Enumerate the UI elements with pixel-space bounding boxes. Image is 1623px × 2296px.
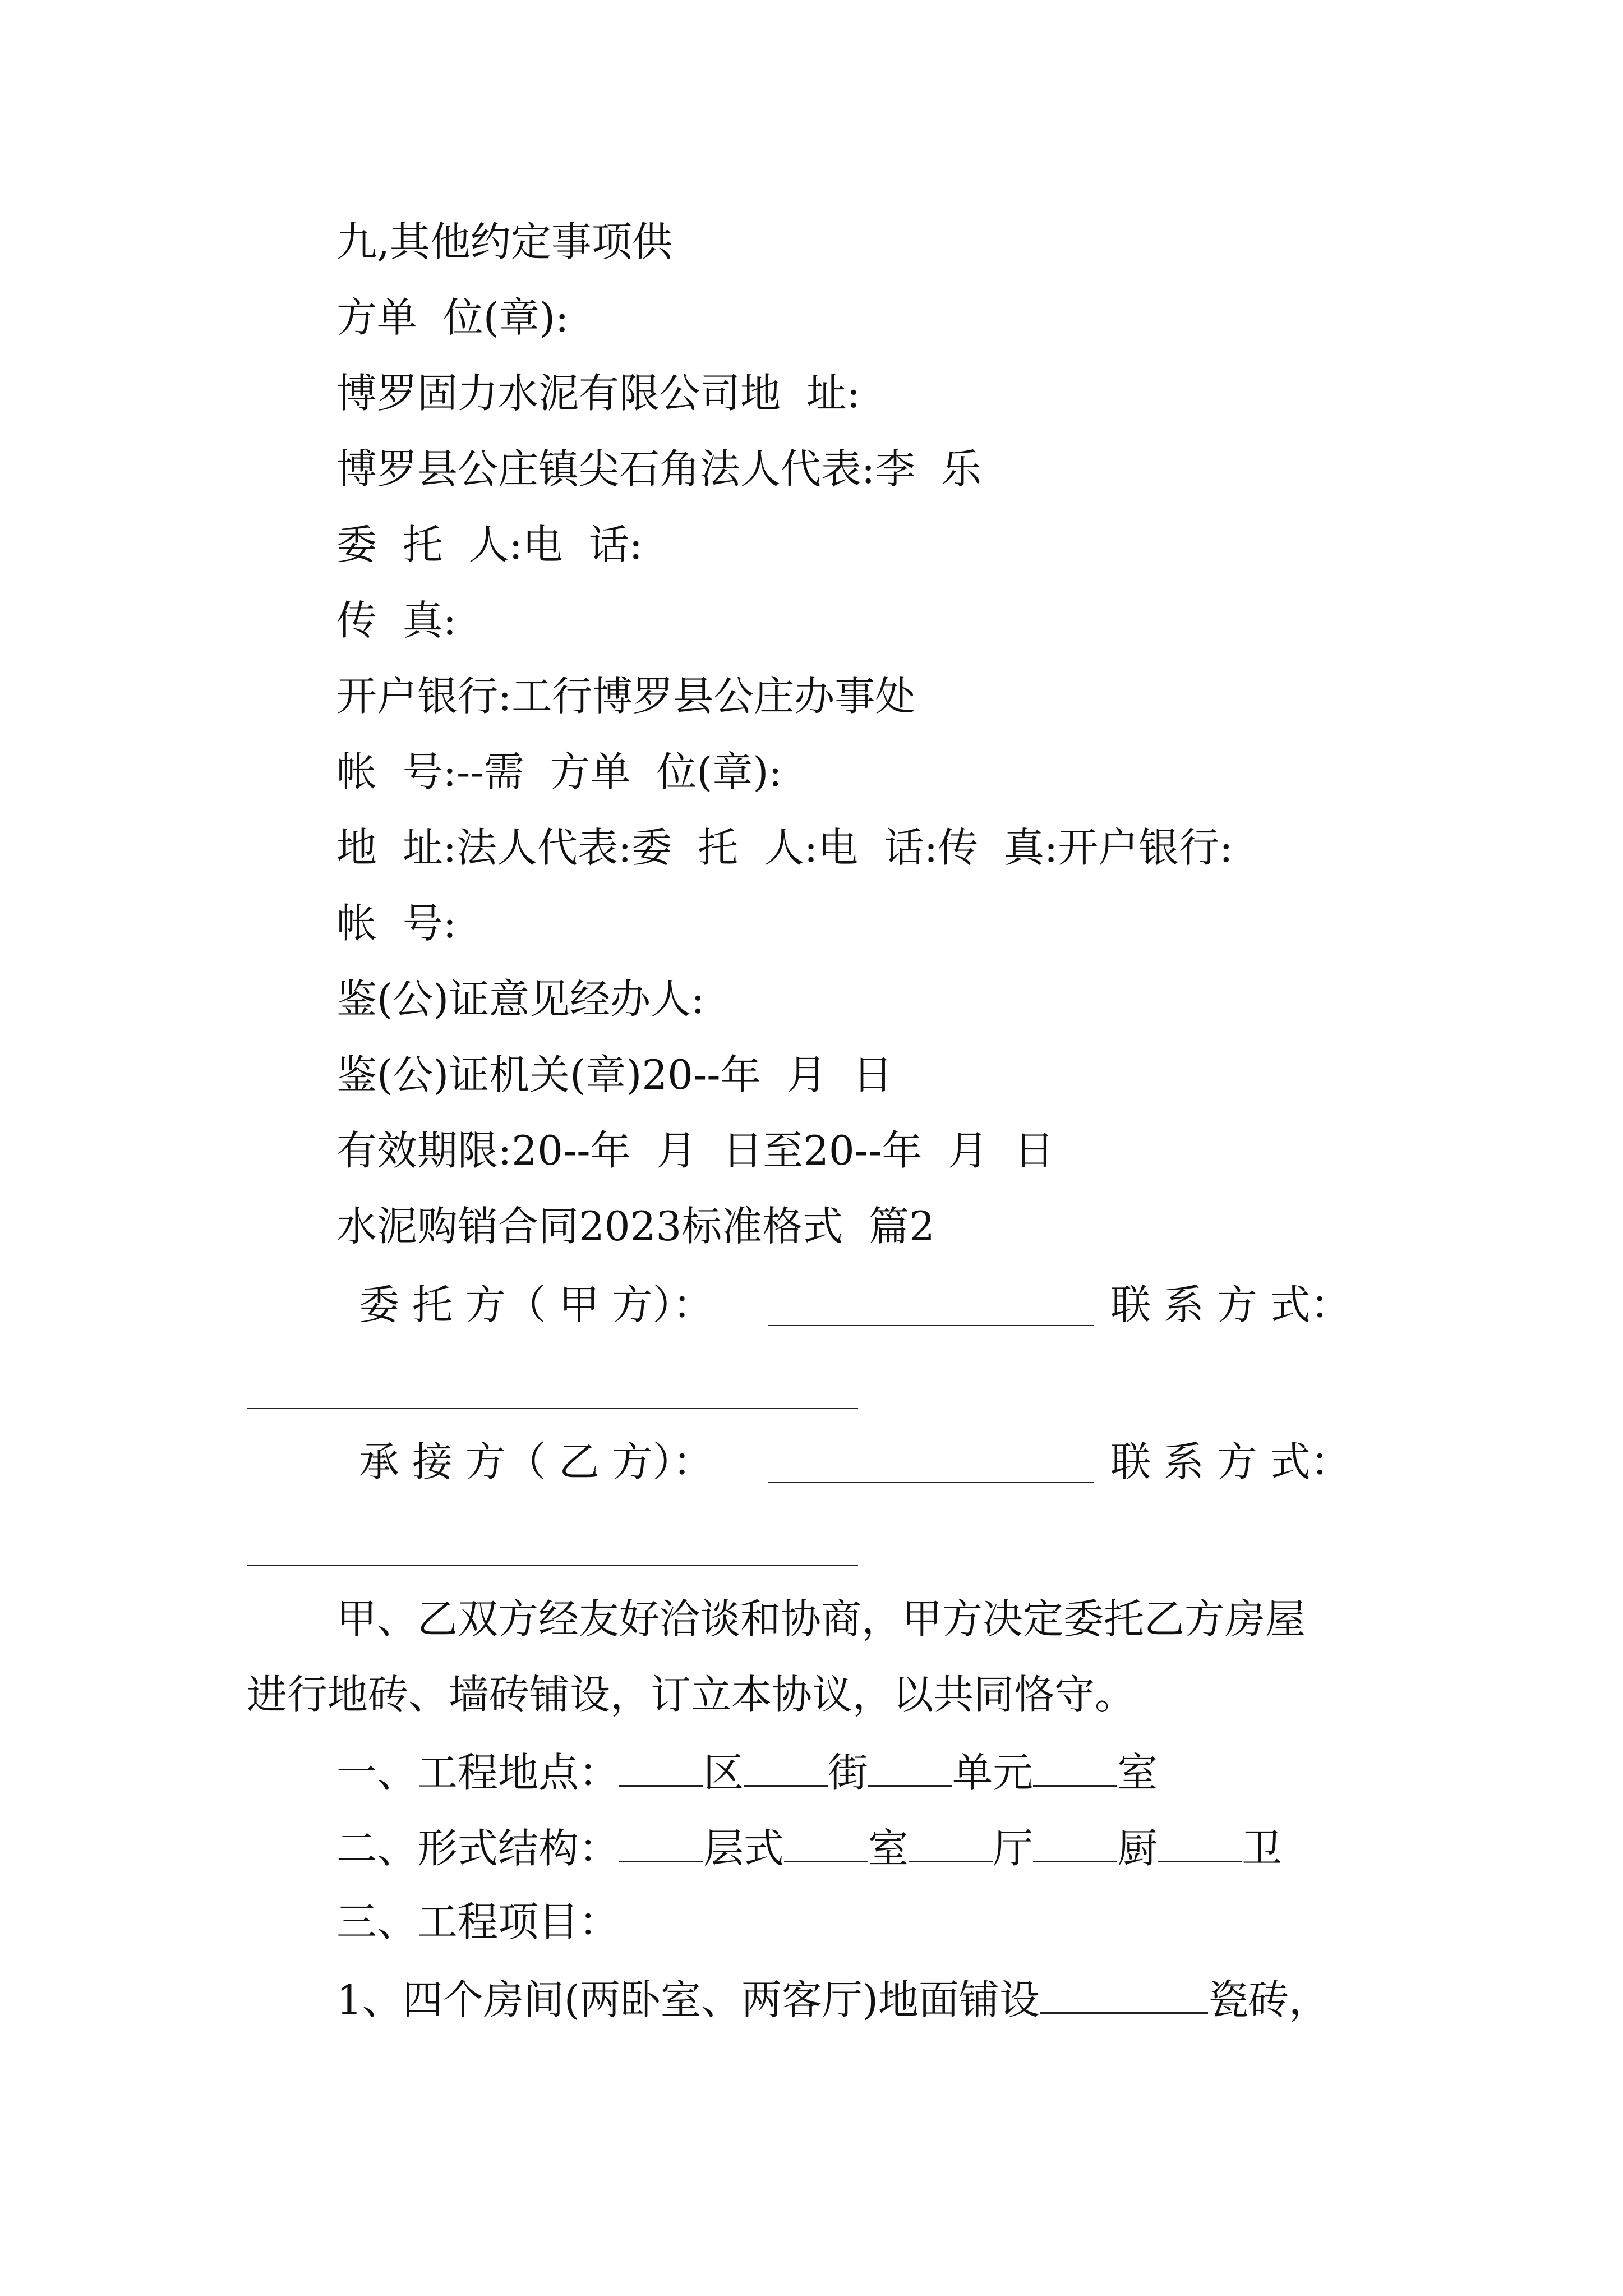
text-line: 有效期限:20--年 月 日至20--年 月 日 bbox=[336, 1127, 1054, 1174]
text-line: 方单 位(章): bbox=[336, 294, 569, 341]
party-b-blank bbox=[768, 1482, 1094, 1483]
party-b-contact-label: 联 系 方 式： bbox=[1110, 1438, 1351, 1485]
item-location-prefix: 一、工程地点： bbox=[336, 1749, 620, 1796]
blank bbox=[1033, 1750, 1117, 1787]
section-heading: 水泥购销合同2023标准格式 篇2 bbox=[336, 1203, 935, 1250]
text-line: 传 真: bbox=[336, 597, 457, 644]
blank bbox=[1158, 1826, 1242, 1862]
item-floor-suffix: 瓷砖， bbox=[1208, 1976, 1330, 2023]
text-line: 博罗县公庄镇尖石角法人代表:李 乐 bbox=[336, 445, 982, 493]
blank bbox=[619, 1826, 703, 1862]
party-a-blank bbox=[768, 1325, 1094, 1326]
item-structure-prefix: 二、形式结构： bbox=[336, 1825, 620, 1872]
item-location-part: 街 bbox=[828, 1749, 869, 1796]
party-b-label: 承 接 方（ 乙 方）： bbox=[359, 1438, 713, 1485]
item-floor-prefix: 1、四个房间(两卧室、两客厅)地面铺设 bbox=[336, 1976, 1040, 2023]
party-b-contact-blank bbox=[247, 1565, 858, 1566]
item-floor bbox=[336, 1976, 1330, 2023]
item-location-part: 单元 bbox=[952, 1749, 1034, 1796]
paragraph-line: 甲、乙双方经友好洽谈和协商，甲方决定委托乙方房屋 bbox=[336, 1595, 1306, 1642]
item-location bbox=[336, 1749, 1158, 1796]
item-location-part: 室 bbox=[1117, 1749, 1158, 1796]
blank bbox=[784, 1826, 868, 1862]
text-line: 九,其他约定事项供 bbox=[336, 218, 672, 265]
blank bbox=[868, 1750, 952, 1787]
blank bbox=[1040, 1977, 1208, 2014]
party-a-contact-label: 联 系 方 式： bbox=[1110, 1281, 1351, 1328]
text-line: 帐 号: bbox=[336, 900, 457, 947]
item-project: 三、工程项目： bbox=[336, 1898, 620, 1945]
item-structure-part: 层式 bbox=[703, 1825, 785, 1872]
text-line: 帐 号:--需 方单 位(章): bbox=[336, 748, 782, 795]
item-structure bbox=[336, 1825, 1283, 1872]
blank bbox=[1033, 1826, 1117, 1862]
party-a-contact-blank bbox=[247, 1408, 858, 1409]
item-structure-part: 厅 bbox=[993, 1825, 1034, 1872]
item-structure-part: 卫 bbox=[1242, 1825, 1283, 1872]
text-line: 博罗固力水泥有限公司地 址: bbox=[336, 370, 861, 417]
blank bbox=[619, 1750, 703, 1787]
item-location-part: 区 bbox=[703, 1749, 744, 1796]
text-line: 地 址:法人代表:委 托 人:电 话:传 真:开户银行: bbox=[336, 824, 1233, 871]
party-a-label: 委 托 方（ 甲 方）： bbox=[359, 1281, 713, 1328]
text-line: 鉴(公)证机关(章)20--年 月 日 bbox=[336, 1051, 893, 1098]
item-structure-part: 室 bbox=[868, 1825, 909, 1872]
item-structure-part: 厨 bbox=[1117, 1825, 1158, 1872]
text-line: 鉴(公)证意见经办人: bbox=[336, 976, 705, 1023]
text-line: 开户银行:工行博罗县公庄办事处 bbox=[336, 673, 916, 720]
paragraph-line: 进行地砖、墙砖铺设，订立本协议，以共同恪守。 bbox=[247, 1671, 1136, 1718]
text-line: 委 托 人:电 话: bbox=[336, 521, 643, 568]
blank bbox=[909, 1826, 993, 1862]
blank bbox=[744, 1750, 828, 1787]
